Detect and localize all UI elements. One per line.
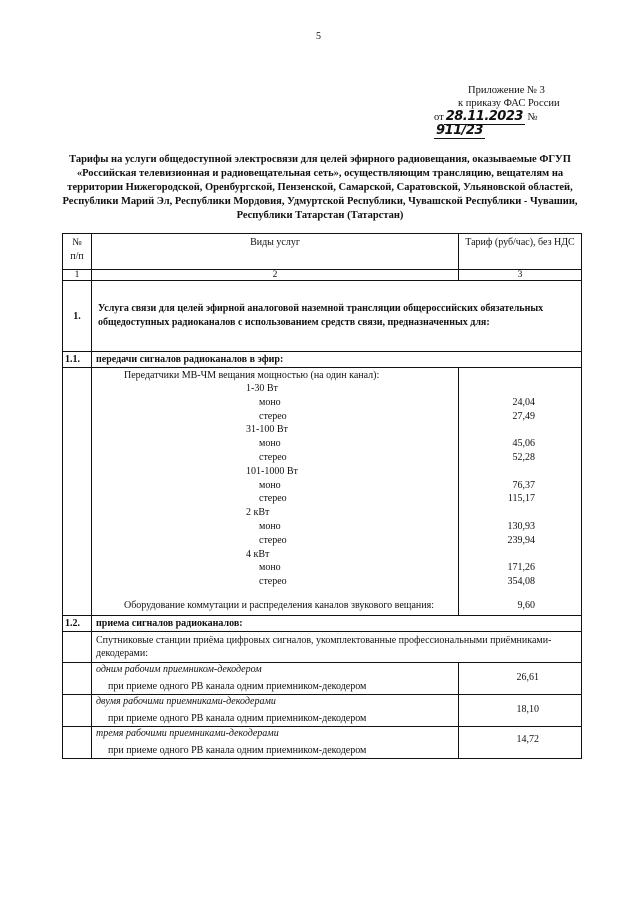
page-number: 5 (316, 31, 321, 42)
power-label: 1-30 Вт (246, 383, 278, 394)
receiver-desc: при приеме одного РВ канала одним приемником-декодером (108, 744, 367, 756)
mode-label: стерео (259, 451, 287, 463)
section-1-num: 1. (63, 281, 92, 352)
satellite-row (63, 631, 582, 662)
transmitters-cell (92, 368, 459, 616)
subsection-1-2-row (63, 615, 582, 631)
tariff-value: 24,04 (512, 396, 535, 408)
receiver-row (63, 662, 582, 694)
tariff-value: 45,06 (512, 438, 535, 450)
receiver-desc: при приеме одного РВ канала одним приемником-декодером (108, 712, 367, 724)
transmitter-values-cell (459, 368, 582, 616)
tariff-value: 239,94 (507, 534, 535, 546)
receiver-row (63, 726, 582, 758)
receiver-value: 14,72 (459, 726, 582, 758)
mode-label: моно (259, 396, 281, 408)
col-number-1: 1 (63, 270, 92, 281)
tariff-table (62, 233, 582, 759)
mode-label: моно (259, 479, 281, 491)
receiver-group: тремя рабочими приемниками-декодерами (96, 727, 279, 739)
date-prefix: от (434, 112, 444, 123)
tariff-value: 27,49 (512, 410, 535, 422)
tariff-value: 52,28 (512, 451, 535, 463)
mode-label: моно (259, 438, 281, 450)
transmitter-list (96, 382, 454, 589)
transmitter-values (463, 382, 577, 589)
mode-label: моно (259, 520, 281, 532)
mode-label: моно (259, 562, 281, 574)
section-1-row (63, 281, 582, 352)
subsection-1-2-text: приема сигналов радиоканалов: (92, 615, 582, 631)
document-title: Тарифы на услуги общедоступной электросвязи для целей эфирного радиовещания, оказываемые ФГУП «Российская телевизионная и радиовещательная сеть», осуществляющим трансляцию, вещателям на территории Нижегородской, Оренбургской, Пензенской, Самарской, Саратовской, Ульяновской областей, Республики Марий Эл, Республики Мордовия, Удмуртской Республики, Чувашской Республики - Чувашии, Республики Татарстан (Татарстан) (62, 154, 578, 221)
mode-label: стерео (259, 576, 287, 588)
order-date: 28.11.2023 (445, 109, 523, 124)
equipment-value: 9,60 (517, 599, 535, 611)
receiver-group: одним рабочим приемником-декодером (96, 663, 262, 675)
header-tariff: Тариф (руб/час), без НДС (459, 234, 582, 270)
satellite-text: Спутниковые станции приёма цифровых сигналов, укомплектованные профессиональными приёмниками-декодерами: (92, 631, 582, 662)
mode-label: стерео (259, 534, 287, 546)
power-label: 4 кВт (246, 548, 270, 560)
transmitters-row (63, 368, 582, 616)
transmitters-intro: Передатчики МВ-ЧМ вещания мощностью (на один канал): (124, 370, 380, 381)
appendix-title: Приложение № 3 (468, 85, 545, 96)
subsection-1-1-text: передачи сигналов радиоканалов в эфир: (92, 352, 582, 368)
order-number: 911/23 (436, 123, 483, 138)
number-prefix: № (527, 112, 538, 123)
tariff-value: 130,93 (507, 520, 535, 532)
subsection-1-2-num: 1.2. (63, 615, 92, 631)
section-1-text: Услуга связи для целей эфирной аналоговой наземной трансляции общероссийских обязательных общедоступных радиоканалов с использованием средств связи, предназначенных для: (92, 281, 582, 352)
power-label: 31-100 Вт (246, 424, 288, 436)
table-header-row (63, 234, 582, 270)
mode-label: стерео (259, 493, 287, 505)
column-number-row (63, 270, 582, 281)
appendix-block (430, 84, 580, 138)
header-service: Виды услуг (92, 234, 459, 270)
equipment-label: Оборудование коммутации и распределения каналов звукового вещания: (124, 599, 434, 611)
receiver-value: 18,10 (459, 694, 582, 726)
subsection-1-1-num: 1.1. (63, 352, 92, 368)
receiver-value: 26,61 (459, 662, 582, 694)
receiver-group: двумя рабочими приемниками-декодерами (96, 695, 276, 707)
power-label: 2 кВт (246, 507, 270, 519)
appendix-order: к приказу ФАС России (458, 98, 560, 109)
col-number-2: 2 (92, 270, 459, 281)
tariff-value: 171,26 (507, 562, 535, 574)
header-num: № п/п (63, 234, 92, 270)
receiver-desc: при приеме одного РВ канала одним приемником-декодером (108, 680, 367, 692)
col-number-3: 3 (459, 270, 582, 281)
appendix-date-line (430, 110, 580, 138)
receiver-row (63, 694, 582, 726)
tariff-value: 354,08 (507, 576, 535, 588)
tariff-value: 76,37 (512, 479, 535, 491)
power-label: 101-1000 Вт (246, 465, 298, 477)
mode-label: стерео (259, 410, 287, 422)
tariff-value: 115,17 (507, 493, 535, 505)
subsection-1-1-row (63, 352, 582, 368)
